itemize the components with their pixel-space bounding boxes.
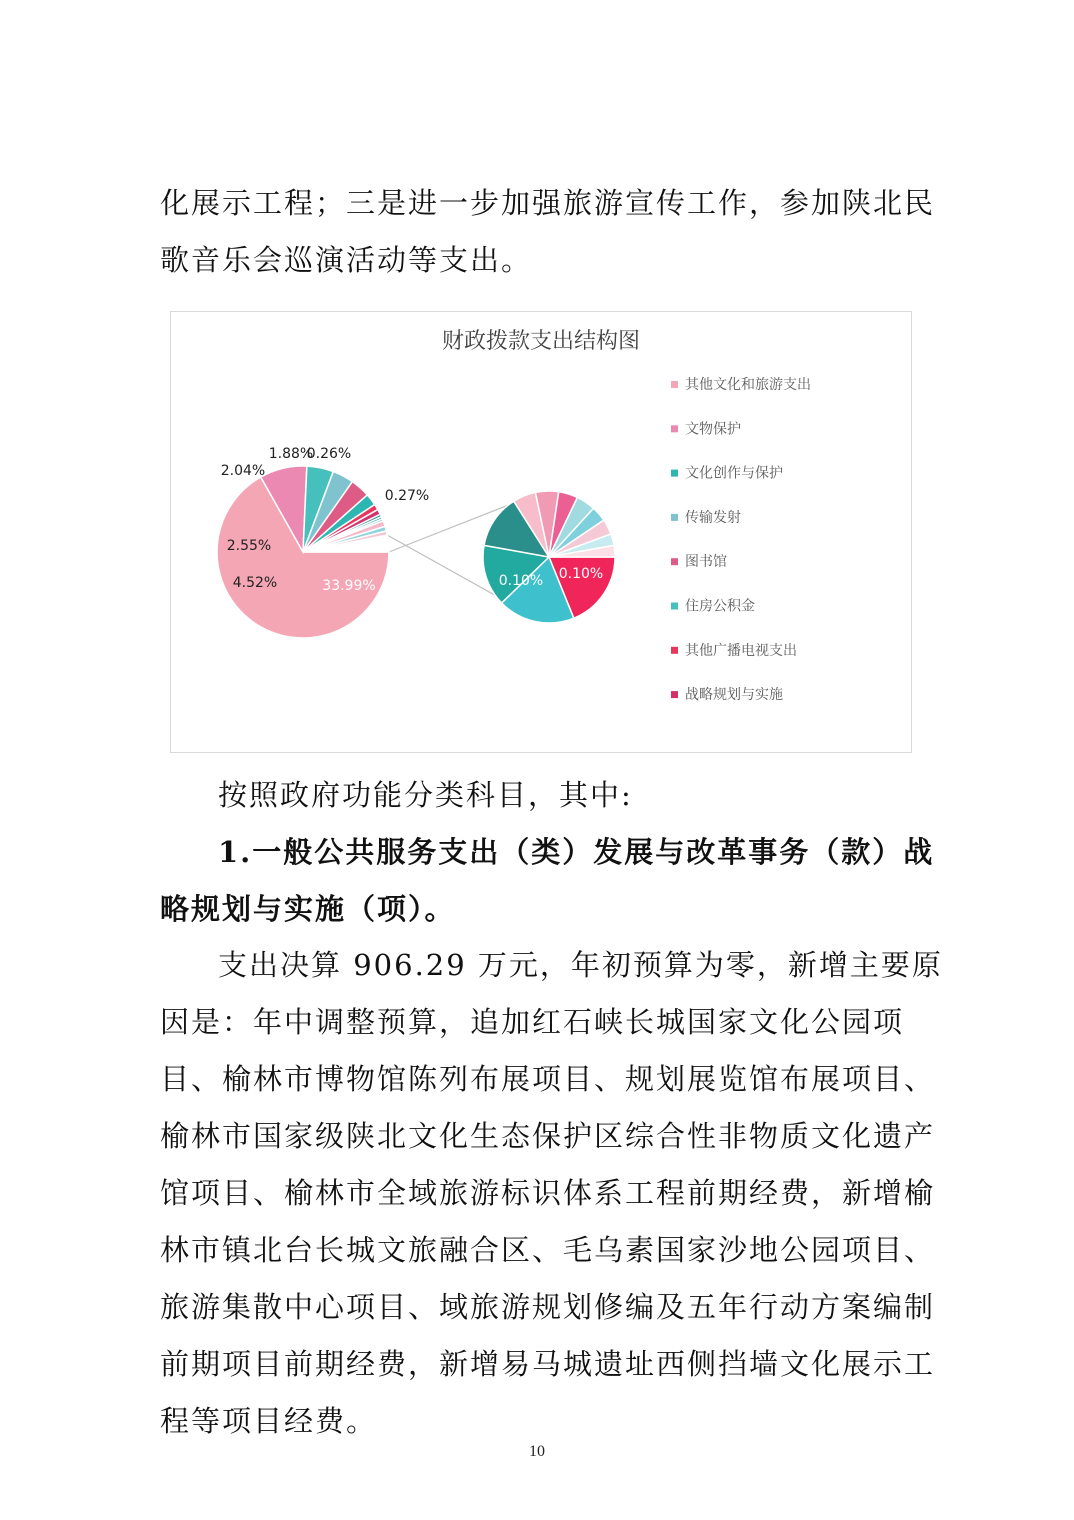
legend-swatch bbox=[671, 647, 678, 654]
legend-swatch bbox=[671, 558, 678, 565]
paragraph-intro: 按照政府功能分类科目，其中: bbox=[218, 778, 633, 812]
legend-swatch bbox=[671, 691, 678, 698]
legend-swatch bbox=[671, 425, 678, 432]
pie-data-label: 0.26% bbox=[306, 446, 352, 462]
legend-entry-label: 住房公积金 bbox=[685, 598, 755, 615]
secondary-pie-data-label: 0.10% bbox=[498, 573, 544, 589]
section-heading: 1.一般公共服务支出（类）发展与改革事务（款）战略规划与实施（项）。 bbox=[160, 835, 935, 926]
legend-entry-label: 文化创作与保护 bbox=[685, 465, 783, 482]
secondary-pie-data-label: 0.10% bbox=[558, 566, 604, 582]
pie-data-label: 0.27% bbox=[384, 488, 430, 504]
legend-entry-label: 其他文化和旅游支出 bbox=[685, 377, 811, 393]
secondary-pie bbox=[483, 491, 615, 623]
chart-frame bbox=[170, 311, 912, 753]
pie-data-label: 4.52% bbox=[232, 575, 278, 591]
pie-data-label: 33.99% bbox=[322, 578, 376, 594]
paragraph-continuation: 化展示工程；三是进一步加强旅游宣传工作，参加陕北民歌音乐会巡演活动等支出。 bbox=[160, 186, 936, 277]
pie-of-pie-chart bbox=[171, 312, 911, 752]
legend-swatch bbox=[671, 381, 678, 388]
chart-legend bbox=[671, 376, 811, 703]
chart-title: 财政拨款支出结构图 bbox=[441, 329, 641, 354]
legend-entry-label: 其他广播电视支出 bbox=[685, 642, 797, 659]
pie-data-label: 1.88% bbox=[268, 446, 314, 462]
legend-entry-label: 战略规划与实施 bbox=[685, 687, 783, 704]
legend-swatch bbox=[671, 470, 678, 477]
pie-data-label: 2.04% bbox=[220, 463, 266, 479]
page-number: 10 bbox=[529, 1443, 545, 1460]
legend-entry-label: 图书馆 bbox=[685, 554, 727, 571]
legend-swatch bbox=[671, 603, 678, 610]
legend-entry-label: 文物保护 bbox=[685, 421, 741, 438]
paragraph-body: 支出决算 906.29 万元，年初预算为零，新增主要原因是：年中调整预算，追加红石峡长城国家文化公园项目、榆林市博物馆陈列布展项目、规划展览馆布展项目、榆林市国家级陕北文化生态保护区综合性非物质文化遗产馆项目、榆林市全域旅游标识体系工程前期经费，新增榆林市镇北台长城文旅融合区、毛乌素国家沙地公园项目、旅游集散中心项目、域旅游规划修编及五年行动方案编制前期项目前期经费，新增易马城遗址西侧挡墙文化展示工程等项目经费。 bbox=[160, 948, 943, 1438]
pie-data-label: 2.55% bbox=[226, 538, 272, 554]
legend-swatch bbox=[671, 514, 678, 521]
legend-entry-label: 传输发射 bbox=[685, 509, 741, 526]
